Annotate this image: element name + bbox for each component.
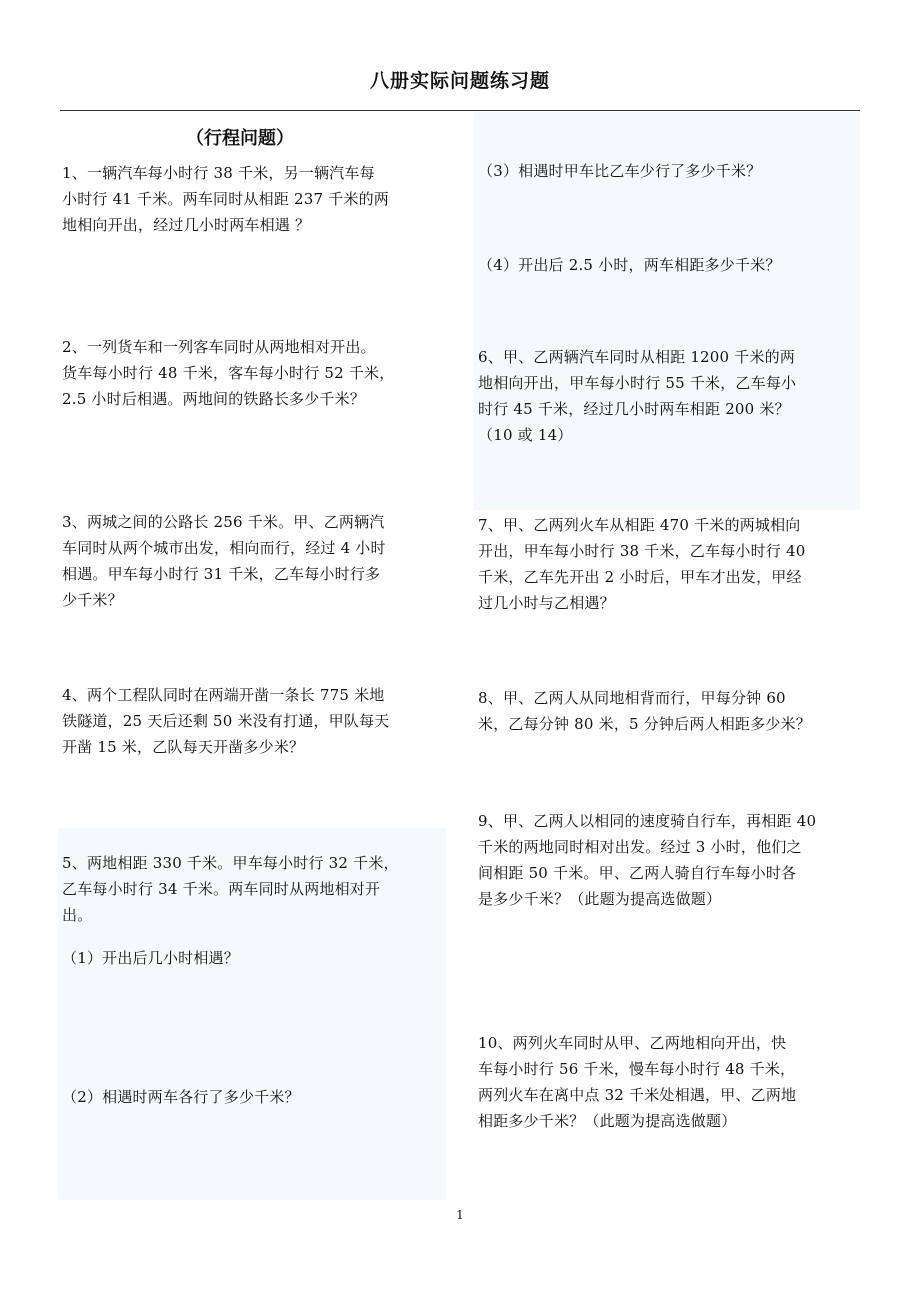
- section-heading: （行程问题）: [186, 128, 294, 149]
- question-3: 3、两城之间的公路长 256 千米。甲、乙两辆汽 车同时从两个城市出发，相向而行，经过 4 小时 相遇。甲车每小时行 31 千米，乙车每小时行多 少千米？: [62, 513, 386, 609]
- question-2: 2、一列货车和一列客车同时从两地相对开出。 货车每小时行 48 千米，客车每小时行 52 千米， 2.5 小时后相遇。两地间的铁路长多少千米？: [62, 338, 395, 408]
- question-5-part-2: （2）相遇时两车各行了多少千米？: [62, 1088, 300, 1106]
- question-5-part-1: （1）开出后几小时相遇？: [62, 949, 239, 967]
- question-1: 1、一辆汽车每小时行 38 千米，另一辆汽车每 小时行 41 千米。两车同时从相距 237 千米的两 地相向开出，经过几小时两车相遇 ？: [62, 164, 389, 234]
- page-title: 八册实际问题练习题: [369, 70, 550, 92]
- question-10: 10、两列火车同时从甲、乙两地相向开出，快 车每小时行 56 千米，慢车每小时行 48 千米， 两列火车在离中点 32 千米处相遇，甲、乙两地 相距多少千米？（此题为提高选做题）: [478, 1034, 797, 1130]
- question-5-part-3: （3）相遇时甲车比乙车少行了多少千米？: [478, 162, 762, 180]
- question-4: 4、两个工程队同时在两端开凿一条长 775 米地 铁隧道，25 天后还剩 50 米没有打通，甲队每天 开凿 15 米，乙队每天开凿多少米？: [62, 686, 390, 756]
- question-8: 8、甲、乙两人从同地相背而行，甲每分钟 60 米，乙每分钟 80 米，5 分钟后两人相距多少米？: [478, 689, 811, 733]
- page-number: 1: [456, 1208, 464, 1222]
- question-7: 7、甲、乙两列火车从相距 470 千米的两城相向 开出，甲车每小时行 38 千米，乙车每小时行 40 千米，乙车先开出 2 小时后，甲车才出发，甲经 过几小时与乙相遇？: [478, 516, 806, 612]
- question-5-part-4: （4）开出后 2.5 小时，两车相距多少千米？: [478, 256, 781, 274]
- question-5: 5、两地相距 330 千米。甲车每小时行 32 千米， 乙车每小时行 34 千米。两车同时从两地相对开 出。: [62, 854, 399, 924]
- question-9: 9、甲、乙两人以相同的速度骑自行车，再相距 40 千米的两地同时相对出发。经过 3 小时，他们之 间相距 50 千米。甲、乙两人骑自行车每小时各 是多少千米？（此题为提高选做题）: [478, 812, 817, 908]
- question-6: 6、甲、乙两辆汽车同时从相距 1200 千米的两 地相向开出，甲车每小时行 55 千米，乙车每小 时行 45 千米，经过几小时两车相距 200 米？ （10 或 14）: [478, 348, 797, 444]
- title-divider: [60, 110, 860, 111]
